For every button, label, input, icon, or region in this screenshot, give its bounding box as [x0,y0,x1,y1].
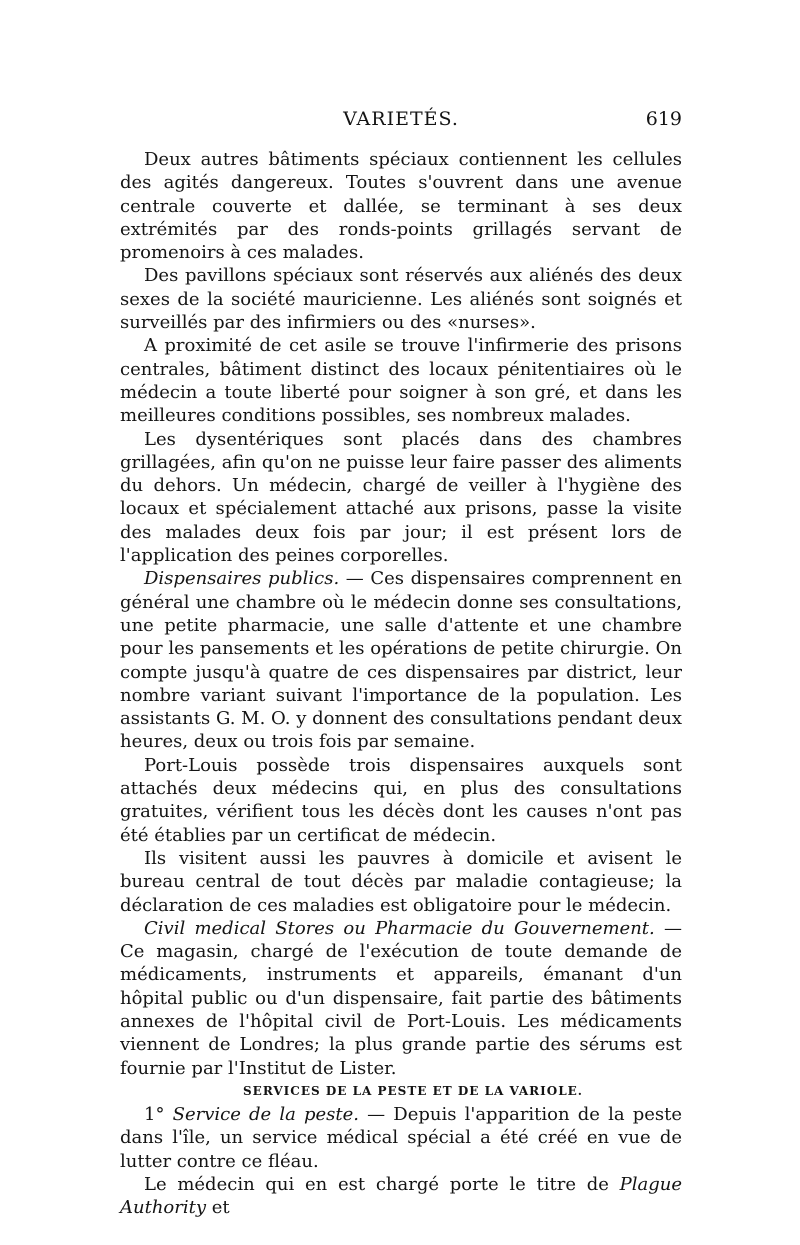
paragraph: Dispensaires publics. — Ces dispensaires comprennent en général une chambre où le médecin donne ses consultations, une petite pharmacie, une salle d'attente et une chambre pour les pansements et les opérations de petite chirurgie. On compte jusqu'à quatre de ces dispensaires par district, leur nombre variant suivant l'importance de la population. Les assistants G. M. O. y donnent des consultations pendant deux heures, deux ou trois fois par semaine. [120,568,683,753]
paragraph: A proximité de cet asile se trouve l'infirmerie des prisons centrales, bâtiment distinct des locaux pénitentiaires où le médecin a toute liberté pour soigner à son gré, et dans les meilleures conditions possibles, ses nombreux malades. [120,335,682,427]
paragraph: Port-Louis possède trois dispensaires auxquels sont attachés deux médecins qui, en plus des consultations gratuites, vérifient tous les décès dont les causes n'ont pas été établies par un certificat de médecin. [120,754,682,846]
paragraph: Ils visitent aussi les pauvres à domicile et avisent le bureau central de tout décès par maladie contagieuse; la déclaration de ces maladies est obligatoire pour le médecin. [120,847,682,916]
paragraph: Le médecin qui en est chargé porte le titre de Plague Authority et [120,1174,682,1219]
page-header [120,108,682,138]
italic-term: Plague Authority [120,1174,682,1219]
paragraph: Deux autres bâtiments spéciaux contiennent les cellules des agités dangereux. Toutes s'ouvrent dans une avenue centrale couverte et dallée, se terminant à ses deux extrémités par des ronds-points grillagés servant de promenoirs à ces malades. [120,149,682,264]
paragraph: Les dysentériques sont placés dans des chambres grillagées, afin qu'on ne puisse leur faire passer des aliments du dehors. Un médecin, chargé de veiller à l'hygiène des locaux et spécialement attaché aux prisons, passe la visite des malades deux fois par jour; il est présent lors de l'application des peines corporelles. [120,428,682,567]
body-text [120,148,682,1220]
page-number: 619 [645,108,682,130]
section-heading: SERVICES DE LA PESTE ET DE LA VARIOLE. [243,1083,583,1098]
run-in-heading: Service de la peste. [172,1104,359,1126]
run-in-heading: Civil medical Stores ou Pharmacie du Gouvernement. [144,917,655,939]
paragraph: Civil medical Stores ou Pharmacie du Gouvernement. — Ce magasin, chargé de l'exécution de toute demande de médicaments, instruments et appareils, émanant d'un hôpital public ou d'un dispensaire, fait partie des bâtiments annexes de l'hôpital civil de Port-Louis. Les médicaments viennent de Londres; la plus grande partie des sérums est fournie par l'Institut de Lister. [120,917,682,1079]
paragraph: 1° Service de la peste. — Depuis l'apparition de la peste dans l'île, un service médical spécial a été créé en vue de lutter contre ce fléau. [120,1104,682,1172]
paragraph: Des pavillons spéciaux sont réservés aux aliénés des deux sexes de la société mauricienne. Les aliénés sont soignés et surveillés par des infirmiers ou des «nurses». [120,265,682,334]
run-in-heading: Dispensaires publics. [144,568,340,590]
running-title: VARIETÉS. [343,108,459,130]
